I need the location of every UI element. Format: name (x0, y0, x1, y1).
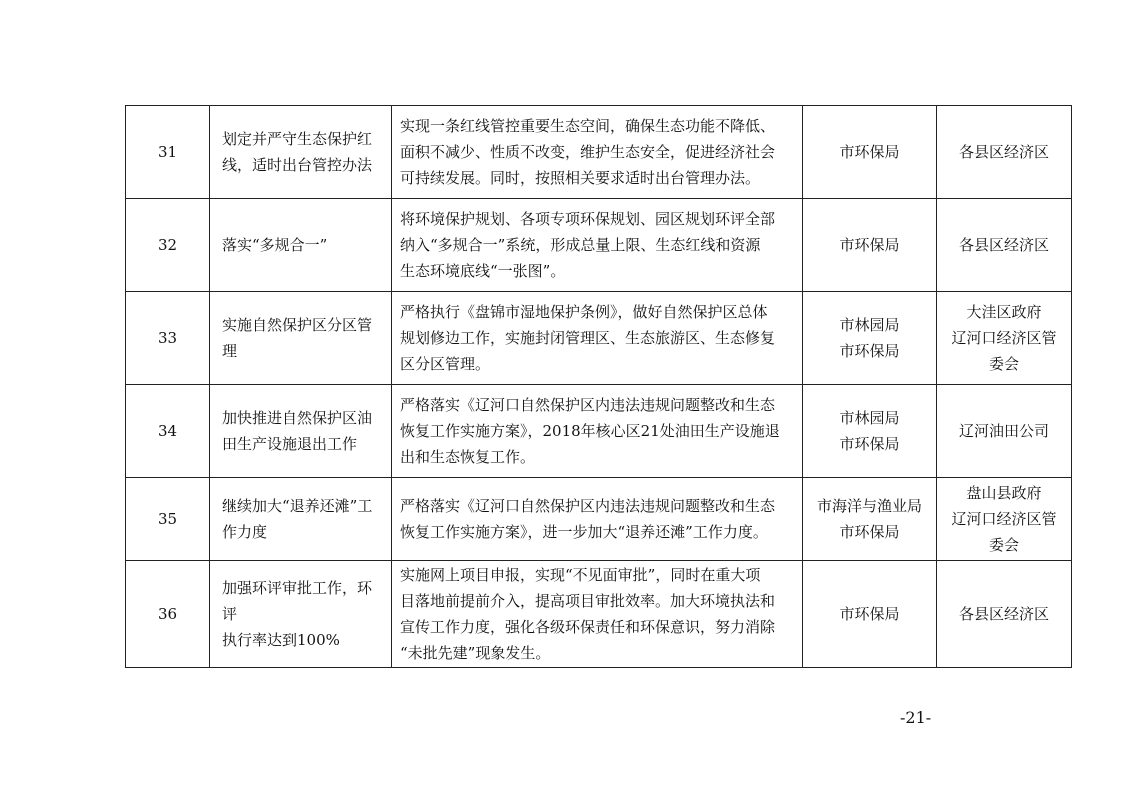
lead-unit-cell (803, 385, 937, 478)
responsible-unit-text: 各县区经济区 (958, 605, 1049, 623)
task-name-cell (210, 292, 392, 385)
lead-unit-cell (803, 292, 937, 385)
task-content-cell (392, 106, 803, 199)
task-content-text: 实施网上项目申报，实现“不见面审批”，同时在重大项 目落地前提前介入，提高项目审批效率。加大环境执法和 宣传工作力度，强化各级环保责任和环保意识，努力消除 “未批先建”现象发生。 (400, 566, 776, 662)
task-name-cell (210, 385, 392, 478)
lead-unit-text: 市环保局 (839, 236, 900, 254)
responsible-unit-text: 大洼区政府 辽河口经济区管 委会 (951, 303, 1057, 373)
table-row (126, 199, 1072, 292)
table-row (126, 478, 1072, 561)
task-name-text: 划定并严守生态保护红 线，适时出台管控办法 (222, 130, 373, 174)
lead-unit-cell (803, 106, 937, 199)
task-content-cell (392, 561, 803, 668)
row-number-cell: 36 (126, 561, 210, 668)
task-table (125, 105, 1072, 668)
table-row (126, 561, 1072, 668)
page-number: -21- (900, 708, 932, 727)
task-name-text: 继续加大“退养还滩”工 作力度 (222, 497, 373, 541)
lead-unit-text: 市环保局 (839, 143, 900, 161)
row-number-cell: 33 (126, 292, 210, 385)
responsible-unit-text: 辽河油田公司 (958, 422, 1049, 440)
lead-unit-cell (803, 561, 937, 668)
task-content-cell (392, 292, 803, 385)
responsible-unit-text: 各县区经济区 (958, 143, 1049, 161)
lead-unit-text: 市林园局 市环保局 (839, 316, 900, 360)
task-name-cell (210, 199, 392, 292)
row-number-cell: 34 (126, 385, 210, 478)
responsible-unit-cell (937, 561, 1072, 668)
task-content-cell (392, 385, 803, 478)
task-content-cell (392, 478, 803, 561)
responsible-unit-cell (937, 478, 1072, 561)
task-content-cell (392, 199, 803, 292)
responsible-unit-cell (937, 199, 1072, 292)
lead-unit-text: 市环保局 (839, 605, 900, 623)
lead-unit-cell (803, 478, 937, 561)
task-name-text: 落实“多规合一” (222, 236, 328, 254)
table-row (126, 106, 1072, 199)
row-number-cell: 35 (126, 478, 210, 561)
lead-unit-text: 市林园局 市环保局 (839, 409, 900, 453)
responsible-unit-cell (937, 385, 1072, 478)
lead-unit-text: 市海洋与渔业局 市环保局 (816, 497, 922, 541)
lead-unit-cell (803, 199, 937, 292)
task-name-text: 加快推进自然保护区油 田生产设施退出工作 (222, 409, 373, 453)
task-content-text: 将环境保护规划、各项专项环保规划、园区规划环评全部 纳入“多规合一”系统，形成总量上限、生态红线和资源 生态环境底线“一张图”。 (400, 210, 776, 280)
row-number-cell: 31 (126, 106, 210, 199)
task-name-text: 实施自然保护区分区管 理 (222, 316, 373, 360)
responsible-unit-cell (937, 292, 1072, 385)
responsible-unit-text: 盘山县政府 辽河口经济区管 委会 (951, 484, 1057, 554)
responsible-unit-text: 各县区经济区 (958, 236, 1049, 254)
table-row (126, 292, 1072, 385)
task-name-cell (210, 478, 392, 561)
task-content-text: 严格执行《盘锦市湿地保护条例》，做好自然保护区总体 规划修边工作，实施封闭管理区、生态旅游区、生态修复 区分区管理。 (400, 303, 776, 373)
responsible-unit-cell (937, 106, 1072, 199)
row-number-cell: 32 (126, 199, 210, 292)
task-content-text: 严格落实《辽河口自然保护区内违法违规问题整改和生态 恢复工作实施方案》，进一步加大“退养还滩”工作力度。 (400, 497, 776, 541)
task-name-cell (210, 106, 392, 199)
task-content-text: 严格落实《辽河口自然保护区内违法违规问题整改和生态 恢复工作实施方案》，2018年核心区21处油田生产设施退 出和生态恢复工作。 (400, 396, 780, 466)
task-name-cell (210, 561, 392, 668)
table-row (126, 385, 1072, 478)
task-name-text: 加强环评审批工作，环评 执行率达到100% (222, 579, 373, 649)
task-content-text: 实现一条红线管控重要生态空间，确保生态功能不降低、 面积不减少、性质不改变，维护生态安全，促进经济社会 可持续发展。同时，按照相关要求适时出台管理办法。 (400, 117, 776, 187)
